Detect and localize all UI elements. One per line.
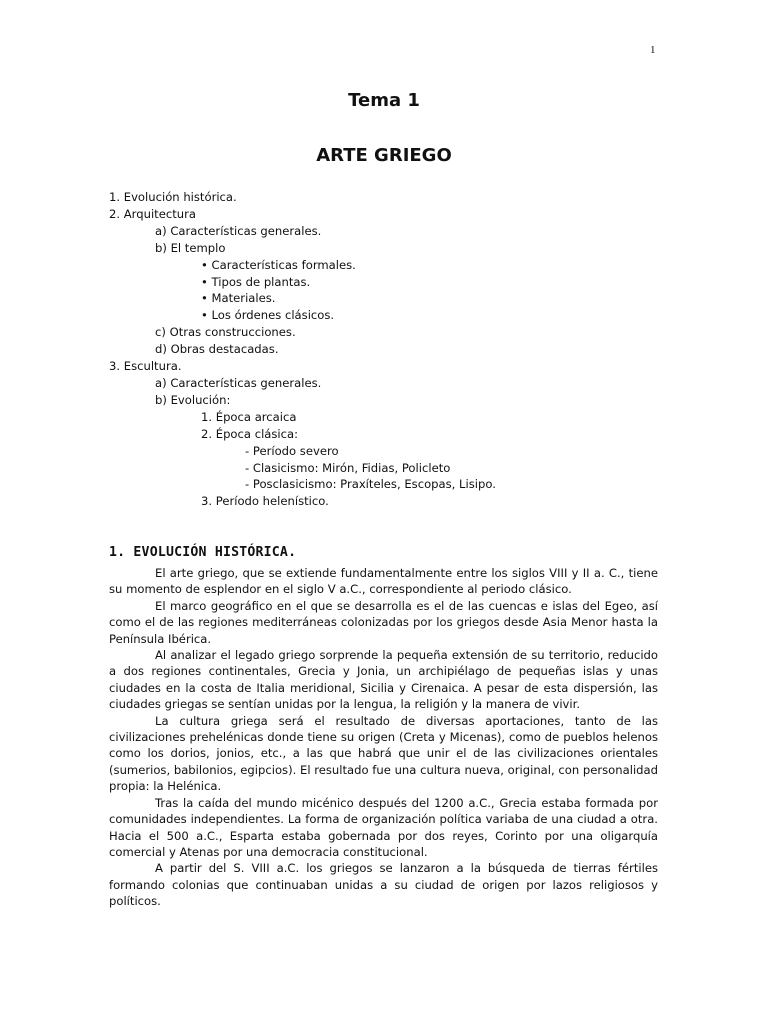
toc-item: 2. Época clásica: — [201, 426, 299, 441]
table-of-contents — [109, 189, 669, 510]
toc-item: 2. Arquitectura — [109, 206, 196, 221]
toc-item: - Clasicismo: Mirón, Fidias, Policleto — [245, 460, 451, 475]
toc-item: 3. Escultura. — [109, 359, 182, 374]
body-paragraph: Al analizar el legado griego sorprende la pequeña extensión de su territorio, reducido a dos regiones continentales, Grecia y Jonia, un archipiélago de pequeñas islas y unas ciudades en la costa de Italia meridional, Sicilia y Cirenaica. A pesar de esta dispersión, las ciudades griegas se sentían unidas por la lengua, la religión y la manera de vivir. — [109, 648, 658, 712]
toc-item: • Los órdenes clásicos. — [201, 308, 335, 323]
document-title: Tema 1 — [348, 90, 420, 111]
section-heading: 1. EVOLUCIÓN HISTÓRICA. — [109, 545, 297, 560]
toc-item: • Materiales. — [201, 291, 276, 306]
toc-item: 1. Época arcaica — [201, 409, 297, 424]
toc-item: d) Obras destacadas. — [155, 342, 279, 357]
toc-item: a) Características generales. — [155, 375, 322, 390]
body-paragraph: El arte griego, que se extiende fundamentalmente entre los siglos VIII y II a. C., tiene su momento de esplendor en el siglo V a.C., correspondiente al periodo clásico. — [109, 566, 658, 597]
toc-item: - Período severo — [245, 443, 339, 458]
section-body — [109, 565, 658, 910]
toc-item: 1. Evolución histórica. — [109, 190, 237, 204]
toc-item: • Tipos de plantas. — [201, 274, 311, 289]
document-subtitle: ARTE GRIEGO — [316, 145, 452, 166]
toc-item: b) El templo — [155, 240, 226, 255]
toc-item: a) Características generales. — [155, 223, 322, 238]
toc-item: - Posclasicismo: Praxíteles, Escopas, Lisipo. — [245, 477, 496, 492]
toc-item: • Características formales. — [201, 257, 356, 272]
body-paragraph: El marco geográfico en el que se desarrolla es el de las cuencas e islas del Egeo, así como el de las regiones mediterráneas colonizadas por los griegos desde Asia Menor hasta la Península Ibérica. — [109, 598, 658, 646]
page-number: 1 — [650, 44, 656, 56]
body-paragraph: A partir del S. VIII a.C. los griegos se lanzaron a la búsqueda de tierras fértiles formando colonias que continuaban unidas a su ciudad de origen por lazos religiosos y políticos. — [109, 861, 658, 909]
body-paragraph: La cultura griega será el resultado de diversas aportaciones, tanto de las civilizaciones prehelénicas donde tiene su origen (Creta y Micenas), como de pueblos helenos como los dorios, jonios, etc., a las que habrá que unir el de las civilizaciones orientales (sumerios, babilonios, egipcios). El resultado fue una cultura nueva, original, con personalidad propia: la Helénica. — [109, 713, 658, 794]
toc-item: b) Evolución: — [155, 392, 231, 407]
toc-item: c) Otras construcciones. — [155, 325, 296, 340]
body-paragraph: Tras la caída del mundo micénico después del 1200 a.C., Grecia estaba formada por comunidades independientes. La forma de organización política variaba de una ciudad a otra. Hacia el 500 a.C., Esparta estaba gobernada por dos reyes, Corinto por una oligarquía comercial y Atenas por una democracia constitucional. — [109, 795, 658, 859]
toc-item: 3. Período helenístico. — [201, 494, 329, 509]
